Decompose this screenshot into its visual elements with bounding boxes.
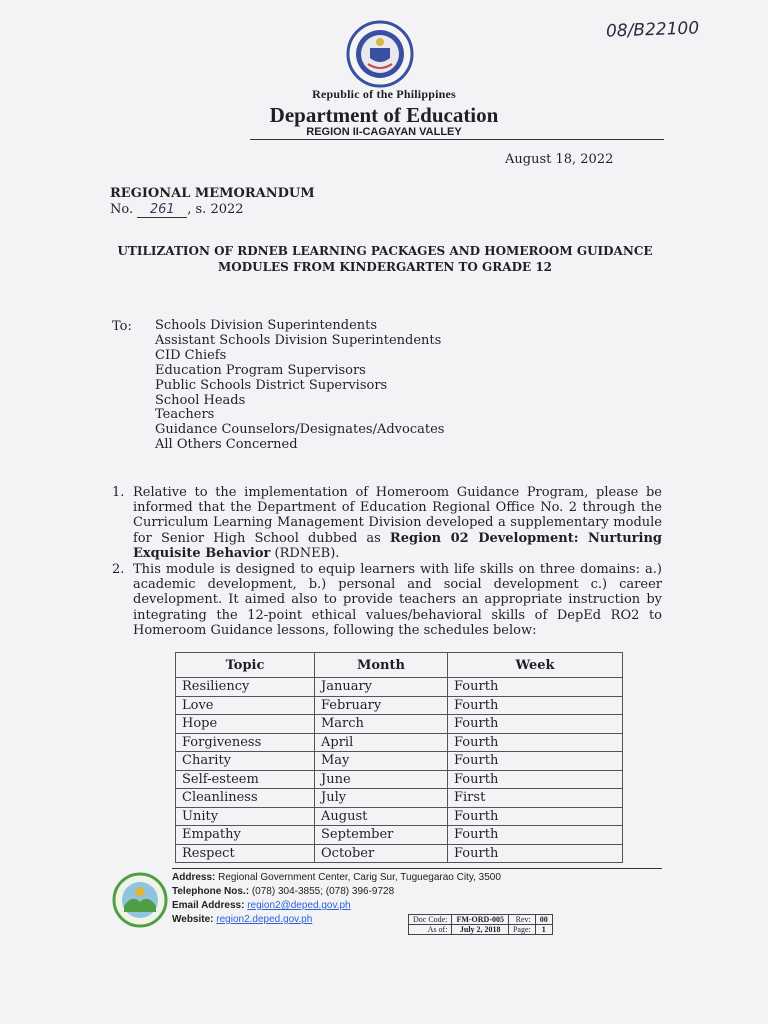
memo-series: , s. 2022	[187, 202, 244, 217]
header-divider	[250, 139, 664, 140]
email-link[interactable]: region2@deped.gov.ph	[247, 900, 351, 911]
topic-cell: Unity	[176, 807, 315, 826]
topic-cell: Forgiveness	[176, 733, 315, 752]
paragraph-bold-title: Region 02 Development: Nurturing Exquisite Behavior	[133, 530, 662, 561]
topic-cell: Hope	[176, 715, 315, 734]
to-label: To:	[112, 319, 132, 334]
address-value: Regional Government Center, Carig Sur, Tuguegarao City, 3500	[218, 872, 501, 883]
recipient-item: CID Chiefs	[155, 347, 227, 363]
phone-value: (078) 304-3855; (078) 396-9728	[251, 886, 395, 897]
paragraph-number: 2.	[112, 562, 125, 577]
topic-cell: Empathy	[176, 826, 315, 845]
paragraph-1	[112, 485, 662, 561]
recipient-item: All Others Concerned	[155, 437, 298, 453]
table-row	[176, 789, 623, 808]
doc-code-label: Doc Code:	[409, 915, 452, 925]
recipient-item: Education Program Supervisors	[155, 362, 366, 378]
email-label: Email Address:	[172, 900, 245, 911]
recipient-item: School Heads	[155, 392, 246, 408]
column-header: Week	[448, 653, 623, 678]
as-of-label: As of:	[409, 925, 452, 935]
topic-cell: Self-esteem	[176, 770, 315, 789]
recipient-item: Assistant Schools Division Superintendents	[155, 332, 442, 348]
department-heading: Department of Education	[269, 103, 499, 127]
recipient-list	[155, 319, 444, 453]
deped-seal-icon	[346, 20, 414, 88]
phone-label: Telephone Nos.:	[172, 886, 250, 897]
memo-date: August 18, 2022	[505, 152, 614, 167]
week-cell: Fourth	[448, 826, 623, 845]
memo-label: REGIONAL MEMORANDUM	[110, 186, 315, 201]
month-cell: March	[315, 715, 448, 734]
topic-cell: Charity	[176, 752, 315, 771]
table-header-row	[176, 653, 623, 678]
memo-number: 261	[137, 202, 187, 218]
region-seal-icon	[112, 872, 168, 928]
month-cell: May	[315, 752, 448, 771]
month-cell: April	[315, 733, 448, 752]
column-header: Month	[315, 653, 448, 678]
month-cell: June	[315, 770, 448, 789]
doc-box-row	[409, 915, 553, 925]
page-value: 1	[535, 925, 552, 935]
week-cell: Fourth	[448, 844, 623, 863]
schedule-table	[175, 652, 623, 863]
month-cell: October	[315, 844, 448, 863]
rev-value: 00	[535, 915, 552, 925]
handwritten-tracking-number: 08/B22100	[605, 18, 700, 42]
recipient-item: Schools Division Superintendents	[155, 318, 378, 333]
table-row	[176, 844, 623, 863]
rev-label: Rev:	[508, 915, 535, 925]
topic-cell: Resiliency	[176, 678, 315, 697]
memo-number-line	[110, 202, 244, 218]
week-cell: Fourth	[448, 715, 623, 734]
week-cell: Fourth	[448, 733, 623, 752]
table-row	[176, 826, 623, 845]
month-cell: February	[315, 696, 448, 715]
as-of-value: July 2, 2018	[452, 925, 509, 935]
paragraph-text-part: Relative to the implementation of Homeroom Guidance Program, please be informed that the Department of Education Regional Office No. 2 through the Curriculum Learning Management Division developed a supplementary module for Senior High School dubbed as	[133, 485, 662, 546]
topic-cell: Cleanliness	[176, 789, 315, 808]
page-label: Page:	[508, 925, 535, 935]
table-row	[176, 752, 623, 771]
address-line	[172, 871, 501, 885]
month-cell: September	[315, 826, 448, 845]
topic-cell: Respect	[176, 844, 315, 863]
doc-box-row	[409, 925, 553, 935]
paragraph-text-part: (RDNEB).	[270, 545, 340, 561]
doc-code-value: FM-ORD-005	[452, 915, 509, 925]
month-cell: July	[315, 789, 448, 808]
paragraph-text: This module is designed to equip learners with life skills on three domains: a.) academic development, b.) personal and social development c.) career development. It aimed also to provide teachers an appropriate instruction by integrating the 12-point ethical values/behavioral skills of DepEd RO2 to Homeroom Guidance lessons, following the schedules below:	[133, 562, 662, 638]
week-cell: Fourth	[448, 752, 623, 771]
footer-divider	[172, 868, 662, 869]
topic-cell: Love	[176, 696, 315, 715]
paragraph-text	[133, 485, 662, 561]
phone-line	[172, 885, 501, 899]
week-cell: First	[448, 789, 623, 808]
week-cell: Fourth	[448, 770, 623, 789]
email-line	[172, 899, 501, 913]
memo-no-prefix: No.	[110, 202, 134, 217]
website-label: Website:	[172, 914, 214, 925]
month-cell: August	[315, 807, 448, 826]
paragraph-2	[112, 562, 662, 638]
week-cell: Fourth	[448, 807, 623, 826]
memo-subject: UTILIZATION OF RDNEB LEARNING PACKAGES AND HOMEROOM GUIDANCE MODULES FROM KINDERGARTEN TO GRADE 12	[117, 244, 653, 274]
recipient-item: Public Schools District Supervisors	[155, 377, 388, 393]
paragraph-number: 1.	[112, 485, 125, 500]
table-row	[176, 696, 623, 715]
document-control-box	[408, 914, 553, 935]
recipient-item: Guidance Counselors/Designates/Advocates	[155, 422, 445, 438]
region-heading: REGION II-CAGAYAN VALLEY	[306, 126, 462, 138]
table-row	[176, 807, 623, 826]
website-link[interactable]: region2.deped.gov.ph	[216, 914, 313, 925]
week-cell: Fourth	[448, 678, 623, 697]
republic-heading: Republic of the Philippines	[312, 87, 456, 101]
table-row	[176, 733, 623, 752]
recipient-item: Teachers	[155, 407, 215, 423]
table-row	[176, 715, 623, 734]
table-row	[176, 770, 623, 789]
column-header: Topic	[176, 653, 315, 678]
address-label: Address:	[172, 872, 216, 883]
week-cell: Fourth	[448, 696, 623, 715]
month-cell: January	[315, 678, 448, 697]
table-row	[176, 678, 623, 697]
